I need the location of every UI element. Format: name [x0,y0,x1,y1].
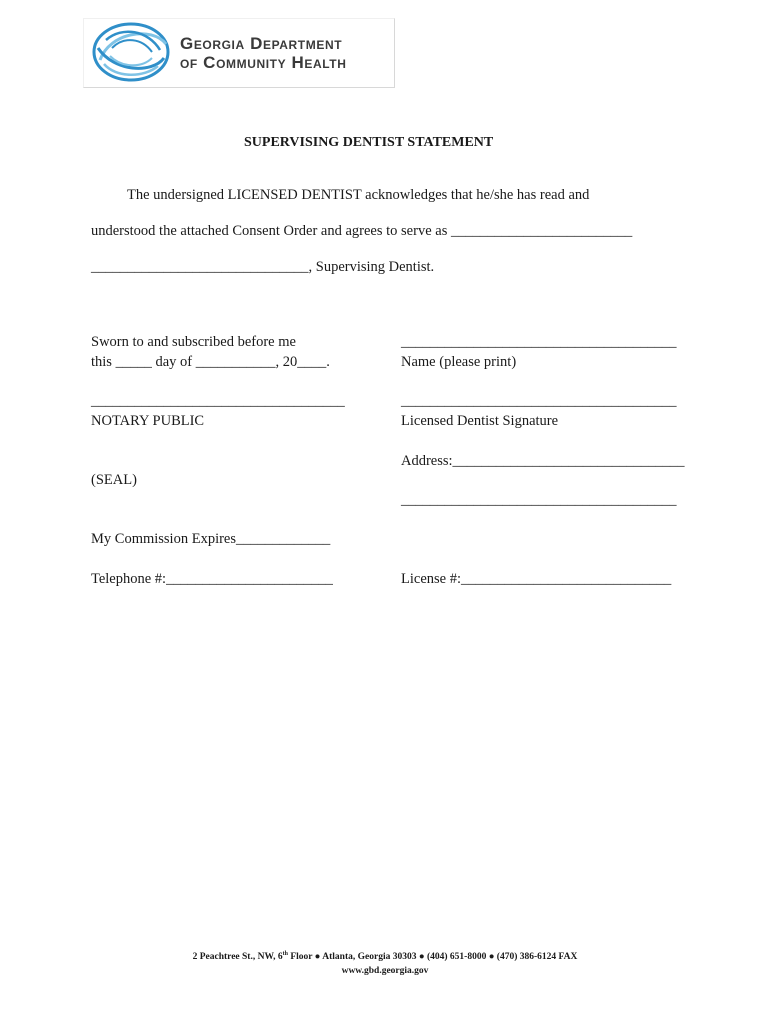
document-title: SUPERVISING DENTIST STATEMENT [244,135,494,150]
address-line-2: ______________________________________ [401,492,677,508]
telephone-field: Telephone #:_______________________ [91,571,333,587]
name-print-label: Name (please print) [401,354,517,370]
dch-logo-icon [86,18,176,86]
commission-label: My Commission Expires [91,531,237,547]
footer-website: www.gbd.georgia.gov [341,966,429,976]
commission-blank: _____________ [236,531,331,547]
dentist-signature-label: Licensed Dentist Signature [401,413,559,429]
notary-signature-line: ___________________________________ [91,393,345,409]
org-name-line2: of Community Health [180,53,347,72]
sworn-line-1: Sworn to and subscribed before me [91,334,296,350]
address-field: Address:________________________________ [401,453,685,469]
dentist-signature-line: ______________________________________ [401,393,677,409]
license-field: License #:_____________________________ [401,571,672,587]
org-name-line1: Georgia Department [180,34,343,53]
sworn-line-2: this _____ day of ___________, 20____. [91,354,330,370]
statement-line-1: The undersigned LICENSED DENTIST acknowledges that he/she has read and [127,187,590,203]
footer-address [0,951,770,962]
footer-address-sup: th [282,951,288,957]
statement-line-3: ______________________________, Supervising Dentist. [91,259,435,275]
statement-line-2: understood the attached Consent Order and agrees to serve as _________________________ [91,223,633,239]
commission-expires-field [91,531,330,548]
seal-label: (SEAL) [91,472,137,488]
notary-public-label: NOTARY PUBLIC [91,413,205,429]
footer-address-part1: 2 Peachtree St., NW, 6 [192,952,283,963]
name-print-line: ______________________________________ [401,334,677,350]
footer-address-part2: Floor ● Atlanta, Georgia 30303 ● (404) 651-8000 ● (470) 386-6124 FAX [287,952,578,963]
